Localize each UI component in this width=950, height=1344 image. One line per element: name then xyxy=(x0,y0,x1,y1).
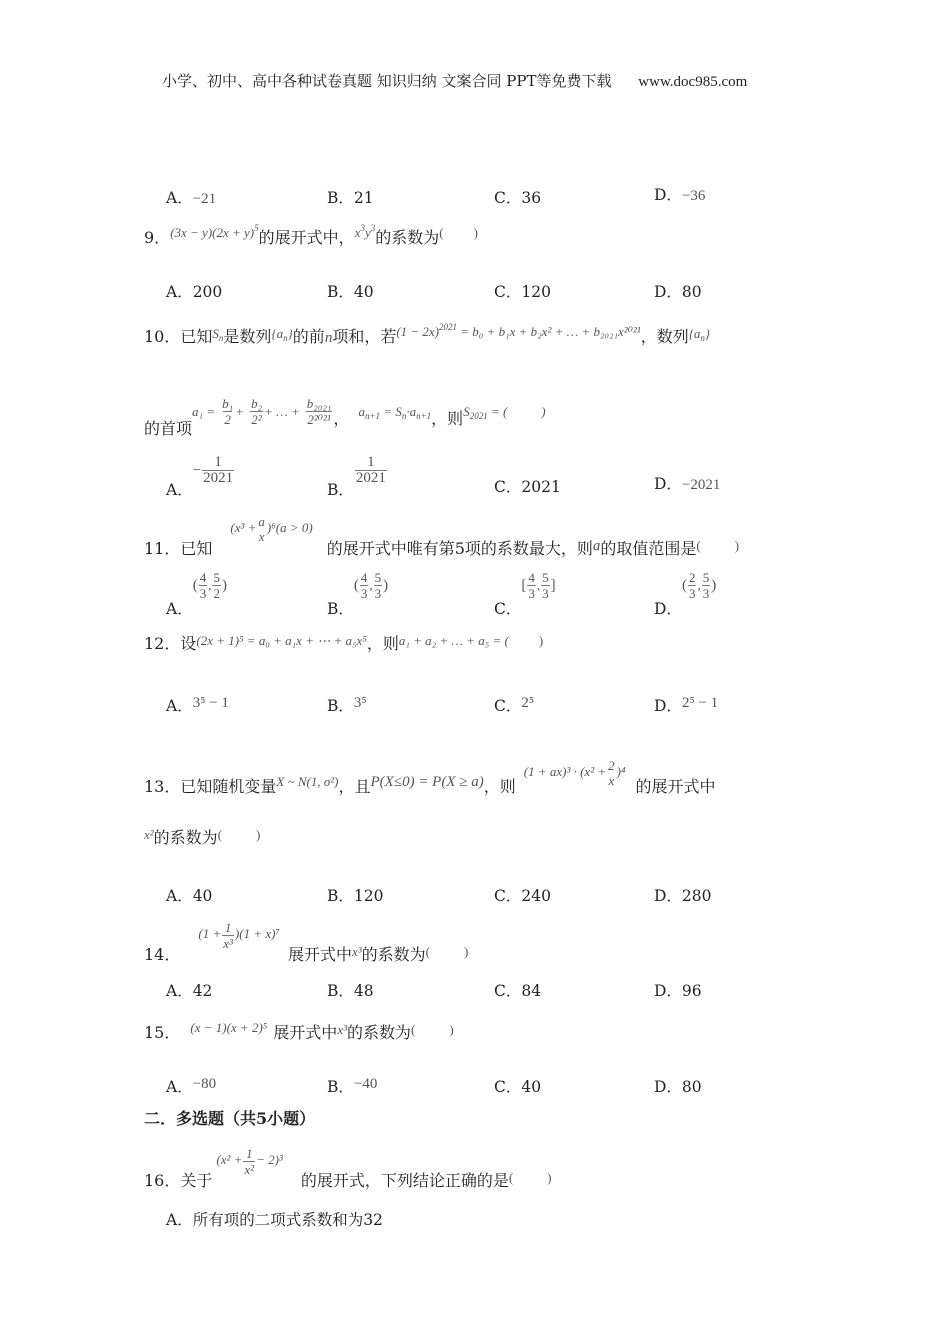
header-text: 小学、初中、高中各种试卷真题 知识归纳 文案合同 PPT等免费下载 xyxy=(162,72,612,90)
question-10-line2: 的首项a₁ = $\frac{\text{b₁}}{2}$ + $\frac{\text{b₂}}{\text{2²}}$ + … + $\frac{\text{b₂₀₂₁}}{\text{2²⁰²¹}}$ ， $a_{n+1} = S_n\cdot a_{n+1}$，则$S_{2021}$ = ( ) xyxy=(144,396,546,438)
q11-option-a: A．( $\frac{4}{3}$ , $\frac{5}{2}$ ) xyxy=(166,570,227,618)
q9-option-a: A．200 xyxy=(166,283,223,301)
question-10-line1: 10．已知$^{S_n}$是数列$^{\{a_n\}}$的前n项和，若$^{(1 - 2x)^{2021} = b_0 + b_1x + b_2x^2 + \dots + b_{2021}x^{2021}}$，数列$^{\{a_n\}}$ xyxy=(144,322,711,346)
q8-option-d: D．−36 xyxy=(654,186,706,204)
q11-option-c: C．[ $\frac{4}{3}$ , $\frac{5}{3}$ ] xyxy=(494,570,556,618)
q10-option-b: B． $\frac{1}{2021}$ xyxy=(327,454,386,499)
question-11: 11．已知(x³ + a x )⁶(a > 0)的展开式中唯有第5项的系数最大，则a的取值范围是$_($ $_)$ xyxy=(144,514,740,558)
q13-option-b: B．120 xyxy=(327,887,384,905)
question-15: 15． $^{(x - 1)(x + 2)^5}$ 展开式中$^{x^3}$的系数为( ) xyxy=(144,1020,454,1042)
header-url: www.doc985.com xyxy=(638,74,748,90)
q12-option-a: A．3⁵ − 1 xyxy=(166,695,229,715)
q15-option-c: C．40 xyxy=(494,1078,542,1096)
q13-option-c: C．240 xyxy=(494,887,551,905)
q11-option-b: B．( $\frac{4}{3}$ , $\frac{5}{3}$ ) xyxy=(327,570,389,618)
question-12: 12．设$^{(2x + 1)^5 = a_0 + a_1x + \cdots + a_5x^5}$，则$^{a_1 + a_2 + \dots + a_5 = (}$ ) xyxy=(144,633,544,653)
question-9: 9．$^{(3x - y)(2x + y)^5}$的展开式中，$^{x^3y^3}$的系数为( ) xyxy=(144,223,478,247)
question-14: 14．(1 + $\frac{1}{\text{x³}}$ )(1 + x)⁷展开式中$_{x^3}$的系数为$_($ $_)$ xyxy=(144,920,469,965)
q14-option-c: C．84 xyxy=(494,982,542,1000)
q11-option-d: D．( $\frac{2}{3}$ , $\frac{5}{3}$ ) xyxy=(654,570,717,618)
q14-option-a: A．42 xyxy=(166,982,213,1000)
q10-option-c: C．2021 xyxy=(494,478,561,496)
q8-option-b: B．21 xyxy=(327,189,374,207)
q10-option-d: D．−2021 xyxy=(654,475,721,493)
q14-option-d: D．96 xyxy=(654,982,702,1000)
q8-option-a: A．−21 xyxy=(166,189,217,207)
q9-option-c: C．120 xyxy=(494,283,551,301)
q12-option-b: B．3⁵ xyxy=(327,695,367,715)
page-header xyxy=(162,70,747,91)
q14-option-b: B．48 xyxy=(327,982,374,1000)
q9-option-b: B．40 xyxy=(327,283,374,301)
question-13-line2: $^{x^2}$的系数为( ) xyxy=(144,827,261,847)
section-title: 二．多选题（共5小题） xyxy=(144,1109,316,1128)
question-13-line1: 13．已知随机变量$_{X \sim N(1, \sigma^2)}$，且P(X≤0) = P(X ≥ a)，则(1 + ax)³ · (x² + 2 x )⁴的展开式中 xyxy=(144,758,716,796)
q12-option-c: C．2⁵ xyxy=(494,695,535,715)
q12-option-d: D．2⁵ − 1 xyxy=(654,695,719,715)
q8-option-c: C．36 xyxy=(494,189,542,207)
q15-option-b: B．−40 xyxy=(327,1076,378,1096)
q9-option-d: D．80 xyxy=(654,283,702,301)
q15-option-d: D．80 xyxy=(654,1078,702,1096)
q13-option-d: D．280 xyxy=(654,887,712,905)
q16-option-a: A．所有项的二项式系数和为32 xyxy=(166,1211,383,1229)
question-16: 16．关于(x² + $\frac{1}{\text{x²}}$ − 2)³的展开式，下列结论正确的是$_($ $_)$ xyxy=(144,1146,552,1191)
q13-option-a: A．40 xyxy=(166,887,213,905)
q10-option-a: A．− $\frac{1}{2021}$ xyxy=(166,454,234,499)
q15-option-a: A．−80 xyxy=(166,1076,217,1096)
